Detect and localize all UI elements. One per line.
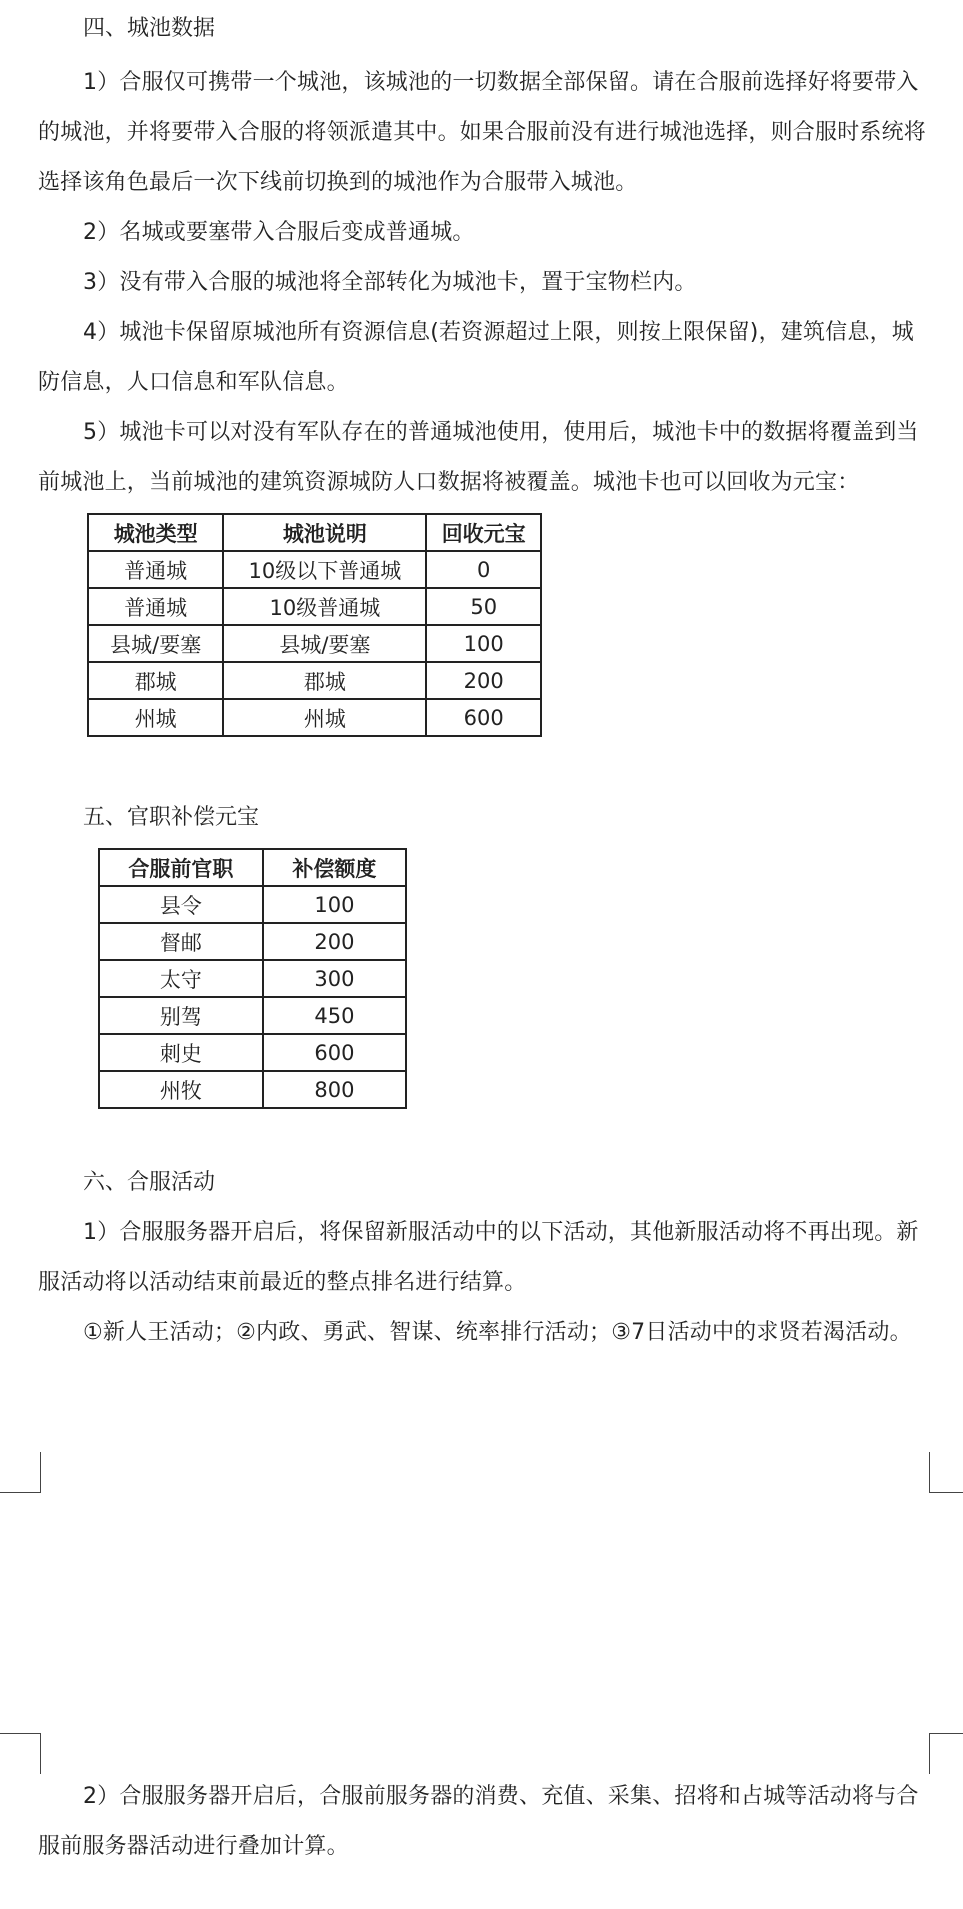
column-header: 城池类型: [88, 514, 223, 551]
table-cell: 200: [263, 923, 406, 960]
section6-paragraph-3: 2）合服服务器开启后，合服前服务器的消费、充值、采集、招将和占城等活动将与合服前服务器活动进行叠加计算。: [38, 1784, 919, 1859]
table-cell: 10级以下普通城: [223, 551, 426, 588]
table-cell: 100: [426, 625, 541, 662]
title-compensation-table: [98, 848, 407, 1109]
table-cell: 郡城: [223, 662, 426, 699]
section4-paragraph-4: 4）城池卡保留原城池所有资源信息(若资源超过上限，则按上限保留)，建筑信息，城防信息，人口信息和军队信息。: [38, 320, 914, 395]
table-header-row: [99, 849, 406, 886]
section5-title: 五、官职补偿元宝: [83, 805, 260, 830]
section6-paragraph-1: 1）合服服务器开启后，将保留新服活动中的以下活动，其他新服活动将不再出现。新服活动将以活动结束前最近的整点排名进行结算。: [38, 1220, 919, 1295]
table-cell: 县令: [99, 886, 263, 923]
section4-paragraph-2: 2）名城或要塞带入合服后变成普通城。: [83, 220, 475, 245]
table-cell: 州城: [223, 699, 426, 736]
section4-title: 四、城池数据: [83, 16, 216, 41]
table-cell: 100: [263, 886, 406, 923]
column-header: 城池说明: [223, 514, 426, 551]
column-header: 回收元宝: [426, 514, 541, 551]
table-cell: 普通城: [88, 588, 223, 625]
page-corner-mark: [0, 1452, 41, 1493]
column-header: 补偿额度: [263, 849, 406, 886]
table-cell: 督邮: [99, 923, 263, 960]
table-cell: 州牧: [99, 1071, 263, 1108]
table-row: [88, 662, 541, 699]
table-cell: 刺史: [99, 1034, 263, 1071]
table-cell: 200: [426, 662, 541, 699]
section6-paragraph-2: ①新人王活动；②内政、勇武、智谋、统率排行活动；③7日活动中的求贤若渴活动。: [83, 1320, 912, 1345]
table-cell: 县城/要塞: [88, 625, 223, 662]
table-cell: 300: [263, 960, 406, 997]
column-header: 合服前官职: [99, 849, 263, 886]
table-cell: 600: [426, 699, 541, 736]
table-row: [99, 1071, 406, 1108]
section4-paragraph-1: 1）合服仅可携带一个城池，该城池的一切数据全部保留。请在合服前选择好将要带入的城池，并将要带入合服的将领派遣其中。如果合服前没有进行城池选择，则合服时系统将选择该角色最后一次下线前切换到的城池作为合服带入城池。: [38, 70, 927, 195]
table-cell: 800: [263, 1071, 406, 1108]
section4-paragraph-5: 5）城池卡可以对没有军队存在的普通城池使用，使用后，城池卡中的数据将覆盖到当前城池上，当前城池的建筑资源城防人口数据将被覆盖。城池卡也可以回收为元宝：: [38, 420, 919, 495]
table-row: [99, 923, 406, 960]
table-row: [88, 625, 541, 662]
table-row: [99, 997, 406, 1034]
section4-paragraph-3: 3）没有带入合服的城池将全部转化为城池卡，置于宝物栏内。: [83, 270, 697, 295]
table-row: [88, 551, 541, 588]
table-cell: 普通城: [88, 551, 223, 588]
page-corner-mark: [929, 1733, 963, 1774]
table-cell: 50: [426, 588, 541, 625]
table-row: [99, 960, 406, 997]
table-cell: 600: [263, 1034, 406, 1071]
table-cell: 450: [263, 997, 406, 1034]
table-header-row: [88, 514, 541, 551]
table-row: [99, 886, 406, 923]
table-cell: 0: [426, 551, 541, 588]
table-cell: 10级普通城: [223, 588, 426, 625]
page-corner-mark: [0, 1733, 41, 1774]
city-recycle-table: [87, 513, 542, 737]
page-corner-mark: [929, 1452, 963, 1493]
table-cell: 县城/要塞: [223, 625, 426, 662]
table-cell: 别驾: [99, 997, 263, 1034]
table-row: [88, 699, 541, 736]
section6-title: 六、合服活动: [83, 1170, 216, 1195]
table-row: [99, 1034, 406, 1071]
table-cell: 州城: [88, 699, 223, 736]
table-row: [88, 588, 541, 625]
table-cell: 太守: [99, 960, 263, 997]
table-cell: 郡城: [88, 662, 223, 699]
